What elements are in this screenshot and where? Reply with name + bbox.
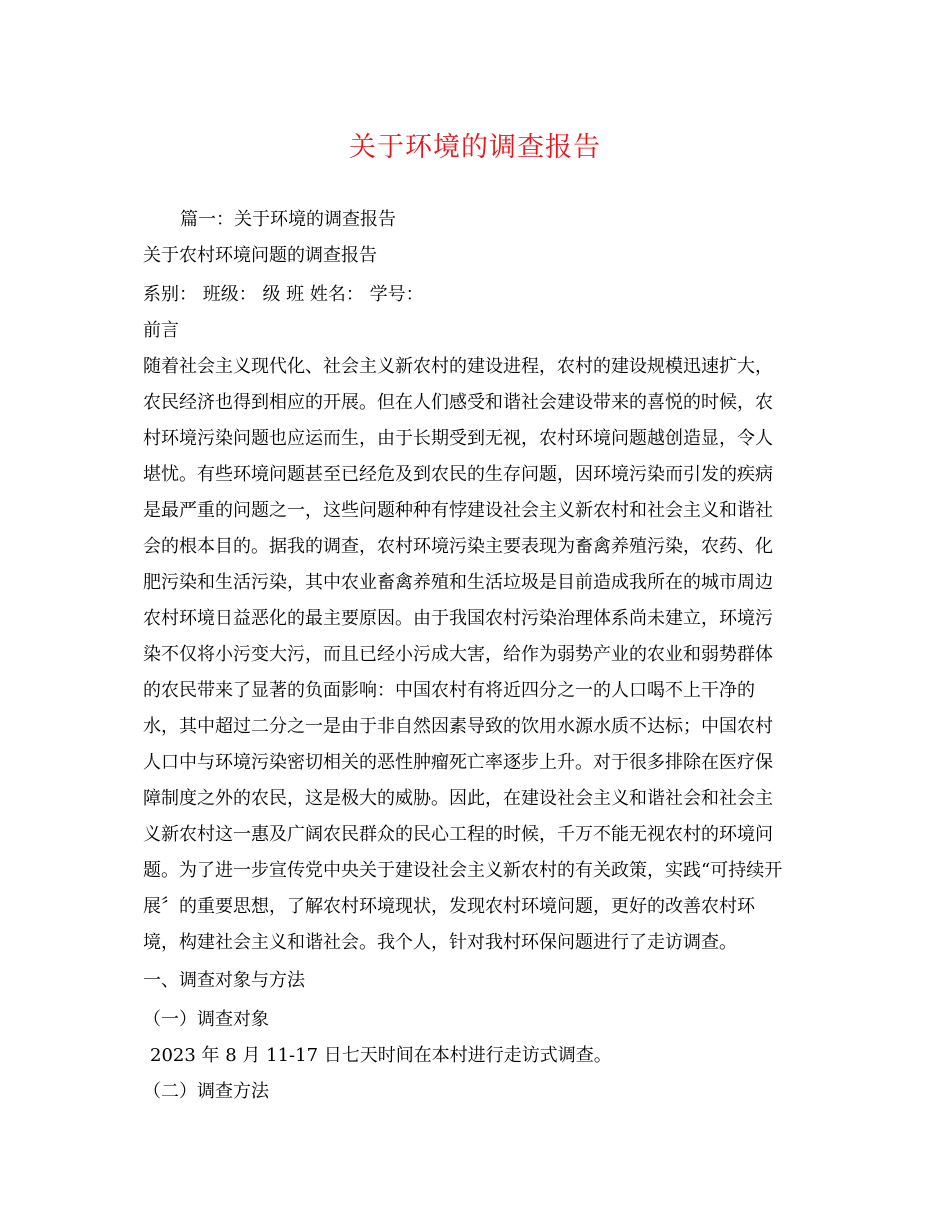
body-line: 村环境污染问题也应运而生，由于长期受到无视，农村环境问题越创造显，令人 [143,428,773,449]
body-line: 农民经济也得到相应的开展。但在人们感受和谐社会建设带来的喜悦的时候，农 [143,392,773,413]
body-line: 水，其中超过二分之一是由于非自然因素导致的饮用水源水质不达标；中国农村 [143,716,773,737]
survey-date-line: 2023 年 8 月 11-17 日七天时间在本村进行走访式调查。 [150,1045,612,1066]
body-line: 染不仅将小污变大污，而且已经小污成大害，给作为弱势产业的农业和弱势群体 [143,644,773,665]
body-line: 堪忧。有些环境问题甚至已经危及到农民的生存问题，因环境污染而引发的疾病 [143,464,773,485]
body-line: 的农民带来了显著的负面影响：中国农村有将近四分之一的人口喝不上干净的 [143,680,755,701]
subsection-heading: （一）调查对象 [143,1009,269,1030]
body-line: 农村环境日益恶化的最主要原因。由于我国农村污染治理体系尚未建立，环境污 [143,608,773,629]
body-line: 肥污染和生活污染，其中农业畜禽养殖和生活垃圾是目前造成我所在的城市周边 [143,572,773,593]
subsection-heading: （二）调查方法 [143,1081,269,1102]
preface-label: 前言 [143,320,179,341]
body-line: 随着社会主义现代化、社会主义新农村的建设进程，农村的建设规模迅速扩大， [143,356,773,377]
body-line: 展〞的重要思想，了解农村环境现状，发现农村环境问题，更好的改善农村环 [143,896,755,917]
heading-1: 篇一：关于环境的调查报告 [180,209,396,230]
body-line: 题。为了进一步宣传党中央关于建设社会主义新农村的有关政策，实践“可持续开 [143,860,783,881]
document-title: 关于环境的调查报告 [349,132,601,163]
body-line: 人口中与环境污染密切相关的恶性肿瘤死亡率逐步上升。对于很多排除在医疗保 [143,752,773,773]
body-line: 境，构建社会主义和谐社会。我个人，针对我村环保问题进行了走访调查。 [143,932,737,953]
info-line: 系别： 班级： 级 班 姓名： 学号： [143,284,424,305]
body-line: 障制度之外的农民，这是极大的威胁。因此，在建设社会主义和谐社会和社会主 [143,788,773,809]
body-line: 是最严重的问题之一，这些问题种种有悖建设社会主义新农村和社会主义和谐社 [143,500,773,521]
body-line: 义新农村这一惠及广阔农民群众的民心工程的时候，千万不能无视农村的环境问 [143,824,773,845]
section-heading: 一、调查对象与方法 [143,970,305,991]
body-line: 会的根本目的。据我的调查，农村环境污染主要表现为畜禽养殖污染，农药、化 [143,536,773,557]
heading-2: 关于农村环境问题的调查报告 [143,245,377,266]
